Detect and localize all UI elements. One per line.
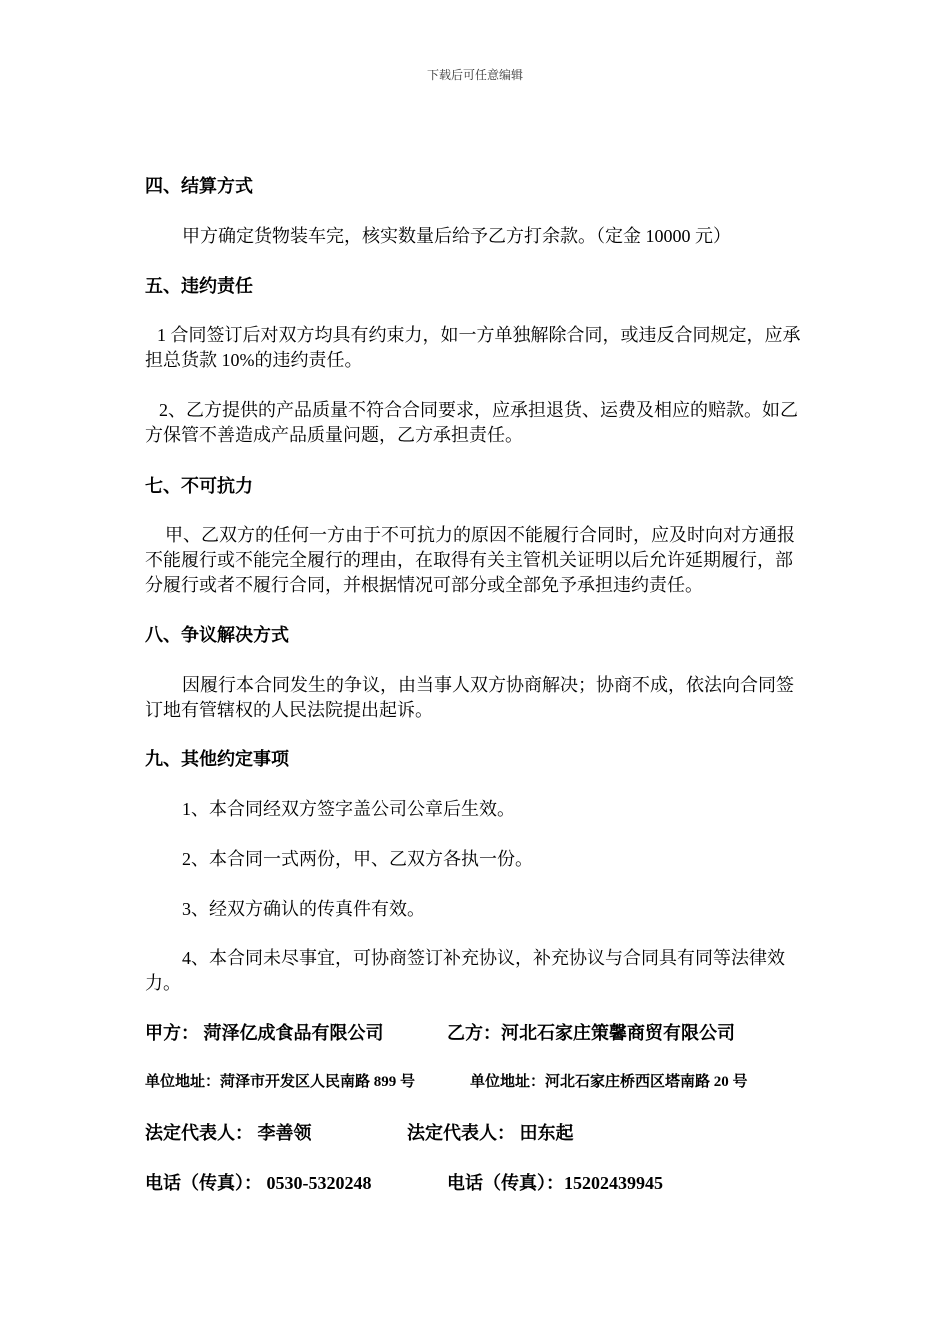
section-9-item-4: 4、本合同未尽事宜，可协商签订补充协议，补充协议与合同具有同等法律效力。 (145, 948, 785, 993)
page-header: 下载后可任意编辑 (426, 68, 523, 82)
section-7-paragraph: 甲、乙双方的任何一方由于不可抗力的原因不能履行合同时，应及时向对方通报不能履行或不能完全履行的理由，在取得有关主管机关证明以后允许延期履行，部分履行或者不履行合同，并根据情况可部分或全部免予承担违约责任。 (145, 525, 795, 595)
section-4-paragraph: 甲方确定货物装车完，核实数量后给予乙方打余款。（定金 10000 元） (182, 226, 731, 246)
party-b-phone: 电话（传真）：15202439945 (447, 1173, 663, 1193)
section-5-paragraph-2: 2、乙方提供的产品质量不符合合同要求，应承担退货、运费及相应的赔款。如乙方保管不善造成产品质量问题，乙方承担责任。 (145, 400, 798, 445)
party-b-representative: 法定代表人： 田东起 (407, 1123, 574, 1143)
party-a-address: 单位地址：菏泽市开发区人民南路 899 号 (145, 1074, 416, 1090)
party-b-name: 乙方：河北石家庄策馨商贸有限公司 (447, 1023, 735, 1043)
section-5-title: 五、违约责任 (145, 276, 253, 296)
section-7-title: 七、不可抗力 (145, 476, 253, 496)
section-8-paragraph: 因履行本合同发生的争议，由当事人双方协商解决；协商不成，依法向合同签订地有管辖权的人民法院提出起诉。 (145, 675, 794, 720)
party-a-representative: 法定代表人： 李善领 (145, 1123, 312, 1143)
section-5-paragraph-1: 1 合同签订后对双方均具有约束力，如一方单独解除合同，或违反合同规定，应承担总货款 10%的违约责任。 (145, 325, 801, 370)
party-a-name: 甲方： 菏泽亿成食品有限公司 (145, 1023, 384, 1043)
section-9-item-3: 3、经双方确认的传真件有效。 (182, 899, 425, 919)
party-a-phone: 电话（传真）： 0530-5320248 (145, 1173, 372, 1193)
section-4-title: 四、结算方式 (145, 176, 253, 196)
section-9-item-2: 2、本合同一式两份，甲、乙双方各执一份。 (182, 849, 533, 869)
section-8-title: 八、争议解决方式 (145, 625, 289, 645)
party-b-address: 单位地址：河北石家庄桥西区塔南路 20 号 (470, 1074, 748, 1090)
section-9-item-1: 1、本合同经双方签字盖公司公章后生效。 (182, 799, 515, 819)
section-9-title: 九、其他约定事项 (145, 749, 289, 769)
